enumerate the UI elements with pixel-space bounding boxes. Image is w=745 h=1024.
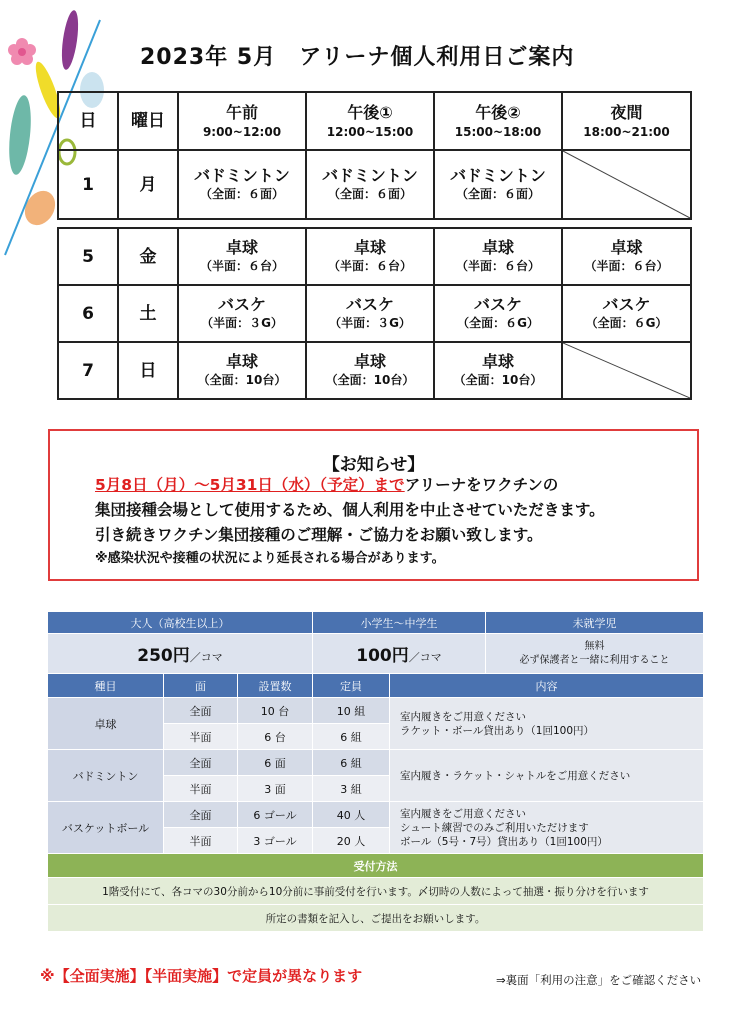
slot-cell: バスケ （全面：６G） xyxy=(562,285,691,342)
notice-box xyxy=(48,429,699,581)
notice-period: 5月8日（月）～5月31日（水）（予定）まで xyxy=(95,476,405,494)
slot-cell: バスケ （半面：３G） xyxy=(178,285,306,342)
slot-cell: バスケ （全面：６G） xyxy=(434,285,562,342)
facility-row xyxy=(48,698,704,724)
capacity-note: ※【全面実施】【半面実施】で定員が異なります xyxy=(40,967,363,985)
slot-cell: 卓球 （全面：10台） xyxy=(306,342,434,399)
flower-icon xyxy=(8,38,36,65)
leaf-orange xyxy=(19,185,61,230)
back-page-note: ⇒裏面「利用の注意」をご確認ください xyxy=(496,973,702,987)
slot-cell: バドミントン （全面：６面） xyxy=(306,150,434,219)
fee-preschool: 無料 必ず保護者と一緒に利用すること xyxy=(486,634,704,674)
facility-count: 6 台 xyxy=(238,724,313,750)
facility-count: 3 面 xyxy=(238,776,313,802)
facility-court: 半面 xyxy=(164,724,238,750)
header-slot-afternoon2: 午後② 15:00~18:00 xyxy=(434,92,562,150)
page-title: 2023年 5月 アリーナ個人利用日ご案内 xyxy=(140,45,575,70)
fee-facility-table xyxy=(47,611,704,932)
slot-cell: バドミントン （全面：６面） xyxy=(178,150,306,219)
fee-header-student: 小学生～中学生 xyxy=(313,612,486,634)
weekday-cell: 日 xyxy=(118,342,178,399)
reception-line-2: 所定の書類を記入し、ご提出をお願いします。 xyxy=(48,905,704,932)
schedule-row xyxy=(58,342,691,399)
facility-sport-table-tennis: 卓球 xyxy=(48,698,164,750)
schedule-row xyxy=(58,150,691,219)
header-slot-morning: 午前 9:00~12:00 xyxy=(178,92,306,150)
facility-row xyxy=(48,802,704,828)
slot-cell: 卓球 （半面：６台） xyxy=(178,228,306,285)
fee-header-row xyxy=(48,612,704,634)
day-cell: 5 xyxy=(58,228,118,285)
reception-row xyxy=(48,905,704,932)
reception-header: 受付方法 xyxy=(48,854,704,878)
header-slot-night: 夜間 18:00~21:00 xyxy=(562,92,691,150)
facility-count: 3 ゴール xyxy=(238,828,313,854)
facility-header-sport: 種目 xyxy=(48,674,164,698)
facility-capacity: 20 人 xyxy=(313,828,390,854)
facility-court: 半面 xyxy=(164,828,238,854)
leaf-teal xyxy=(6,94,34,176)
schedule-row xyxy=(58,285,691,342)
facility-header-capacity: 定員 xyxy=(313,674,390,698)
facility-content-badminton: 室内履き・ラケット・シャトルをご用意ください xyxy=(390,750,704,802)
facility-court: 全面 xyxy=(164,802,238,828)
facility-capacity: 6 組 xyxy=(313,724,390,750)
notice-line-1-rest: アリーナをワクチンの xyxy=(404,476,559,494)
facility-row xyxy=(48,750,704,776)
slot-cell-empty xyxy=(562,342,691,399)
facility-header-court: 面 xyxy=(164,674,238,698)
facility-capacity: 6 組 xyxy=(313,750,390,776)
reception-line-1: 1階受付にて、各コマの30分前から10分前に事前受付を行います。〆切時の人数によって抽選・振り分けを行います xyxy=(48,878,704,905)
slot-cell: 卓球 （半面：６台） xyxy=(562,228,691,285)
reception-row xyxy=(48,878,704,905)
weekday-cell: 金 xyxy=(118,228,178,285)
fee-student: 100円／コマ xyxy=(313,634,486,674)
facility-sport-basketball: バスケットボール xyxy=(48,802,164,854)
notice-title: 【お知らせ】 xyxy=(322,455,425,475)
facility-sport-badminton: バドミントン xyxy=(48,750,164,802)
notice-line-1 xyxy=(95,473,558,495)
slot-cell: バスケ （半面：３G） xyxy=(306,285,434,342)
day-cell: 6 xyxy=(58,285,118,342)
weekday-cell: 月 xyxy=(118,150,178,219)
schedule-header-row xyxy=(58,92,691,150)
schedule-row xyxy=(58,228,691,285)
facility-content-table-tennis: 室内履きをご用意ください ラケット・ボール貸出あり（1回100円） xyxy=(390,698,704,750)
fee-header-preschool: 未就学児 xyxy=(486,612,704,634)
slot-cell: 卓球 （半面：６台） xyxy=(434,228,562,285)
facility-header-content: 内容 xyxy=(390,674,704,698)
day-cell: 1 xyxy=(58,150,118,219)
reception-header-row xyxy=(48,854,704,878)
facility-header-row xyxy=(48,674,704,698)
facility-capacity: 3 組 xyxy=(313,776,390,802)
header-day: 日 xyxy=(58,92,118,150)
notice-line-3: 引き続きワクチン集団接種のご理解・ご協力をお願い致します。 xyxy=(95,526,543,544)
fee-adult: 250円／コマ xyxy=(48,634,313,674)
day-cell: 7 xyxy=(58,342,118,399)
slot-cell: 卓球 （全面：10台） xyxy=(178,342,306,399)
facility-header-count: 設置数 xyxy=(238,674,313,698)
leaf-purple xyxy=(59,9,81,70)
facility-count: 6 面 xyxy=(238,750,313,776)
facility-court: 全面 xyxy=(164,698,238,724)
diagonal-strike xyxy=(563,151,690,218)
notice-line-4: ※感染状況や接種の状況により延長される場合があります。 xyxy=(95,551,445,566)
facility-content-basketball: 室内履きをご用意ください シュート練習でのみご利用いただけます ボール（5号・7号）貸出あり（1回100円） xyxy=(390,802,704,854)
schedule-table-week1 xyxy=(57,91,692,220)
fee-header-adult: 大人（高校生以上） xyxy=(48,612,313,634)
facility-capacity: 10 組 xyxy=(313,698,390,724)
facility-court: 全面 xyxy=(164,750,238,776)
weekday-cell: 土 xyxy=(118,285,178,342)
slot-cell-empty xyxy=(562,150,691,219)
facility-capacity: 40 人 xyxy=(313,802,390,828)
slot-cell: バドミントン （全面：６面） xyxy=(434,150,562,219)
facility-count: 10 台 xyxy=(238,698,313,724)
facility-court: 半面 xyxy=(164,776,238,802)
header-slot-afternoon1: 午後① 12:00~15:00 xyxy=(306,92,434,150)
fee-price-row xyxy=(48,634,704,674)
diagonal-strike xyxy=(563,343,690,398)
slot-cell: 卓球 （半面：６台） xyxy=(306,228,434,285)
header-weekday: 曜日 xyxy=(118,92,178,150)
notice-line-2: 集団接種会場として使用するため、個人利用を中止させていただきます。 xyxy=(95,501,605,519)
slot-cell: 卓球 （全面：10台） xyxy=(434,342,562,399)
facility-count: 6 ゴール xyxy=(238,802,313,828)
schedule-table-week2 xyxy=(57,227,692,400)
